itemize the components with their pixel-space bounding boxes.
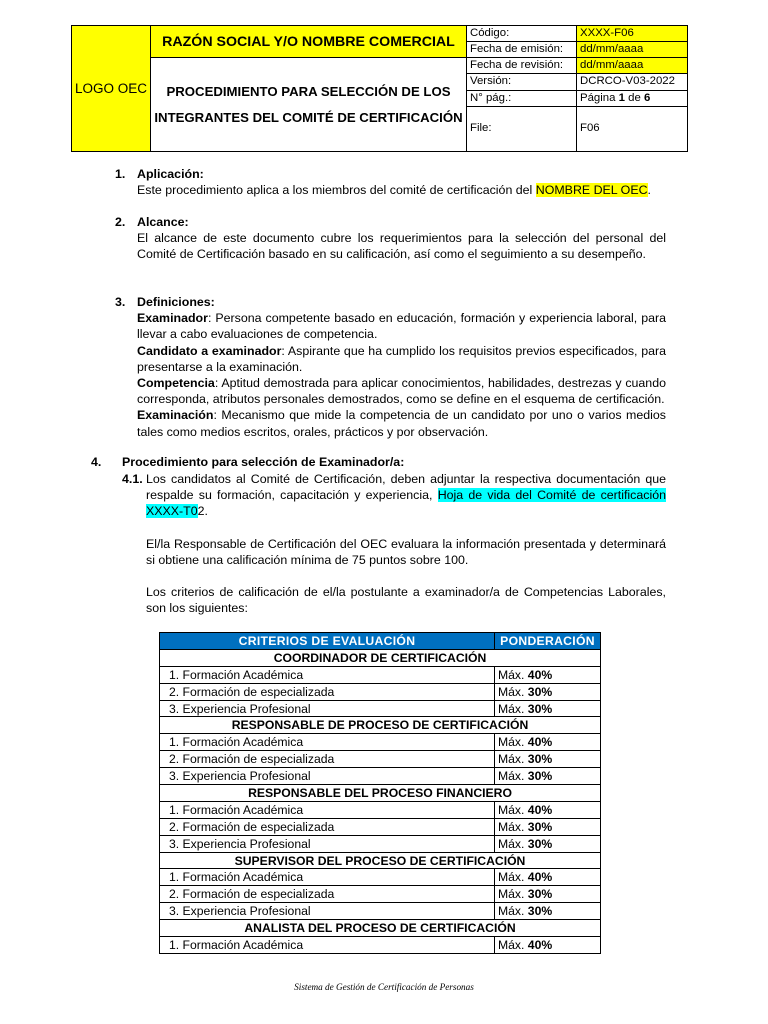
section-aplicacion bbox=[115, 166, 666, 198]
definition-term: Examinación bbox=[137, 408, 214, 423]
table-row bbox=[160, 666, 601, 683]
criterion-weight: Máx. 30% bbox=[495, 768, 601, 785]
table-row bbox=[160, 700, 601, 717]
procedure-title: PROCEDIMIENTO PARA SELECCIÓN DE LOS INTEGRANTES DEL COMITÉ DE CERTIFICACIÓN bbox=[151, 58, 467, 152]
section-title: Aplicación: bbox=[137, 167, 204, 181]
subsection-4-1 bbox=[122, 471, 666, 520]
section-number: 4. bbox=[91, 455, 102, 469]
criterion-weight: Máx. 40% bbox=[495, 801, 601, 818]
codigo-label: Código: bbox=[467, 26, 577, 42]
criterion-weight: Máx. 30% bbox=[495, 818, 601, 835]
document-header bbox=[71, 25, 688, 152]
section-definiciones bbox=[115, 294, 666, 440]
criteria-group-title: RESPONSABLE DEL PROCESO FINANCIERO bbox=[160, 785, 601, 802]
criterion-weight: Máx. 30% bbox=[495, 903, 601, 920]
criterion-label: 1. Formación Académica bbox=[160, 937, 495, 954]
section-title: Procedimiento para selección de Examinador/a: bbox=[122, 455, 405, 469]
definition-item: Examinación: Mecanismo que mide la competencia de un candidato por uno o varios medios tales como medios escritos, orales, prácticos y por observación. bbox=[137, 408, 666, 439]
criterion-weight: Máx. 30% bbox=[495, 835, 601, 852]
criterion-weight: Máx. 30% bbox=[495, 683, 601, 700]
criterion-label: 2. Formación de especializada bbox=[160, 751, 495, 768]
definition-term: Competencia bbox=[137, 376, 215, 391]
company-name: RAZÓN SOCIAL Y/O NOMBRE COMERCIAL bbox=[151, 26, 467, 58]
criterion-label: 1. Formación Académica bbox=[160, 734, 495, 751]
evaluation-paragraph: El/la Responsable de Certificación del OEC evaluara la información presentada y determinará si obtiene una calificación mínima de 75 puntos sobre 100. bbox=[146, 537, 666, 568]
section-alcance bbox=[115, 214, 666, 263]
table-row bbox=[160, 869, 601, 886]
header-divider bbox=[71, 151, 688, 152]
weight-column-header: PONDERACIÓN bbox=[495, 633, 601, 650]
criterion-weight: Máx. 30% bbox=[495, 886, 601, 903]
logo-placeholder: LOGO OEC bbox=[72, 26, 151, 152]
table-row bbox=[160, 683, 601, 700]
emision-value: dd/mm/aaaa bbox=[577, 42, 688, 58]
definition-item: Candidato a examinador: Aspirante que ha cumplido los requisitos previos especificados, para presentarse a la examinación. bbox=[137, 343, 666, 374]
criterion-weight: Máx. 40% bbox=[495, 734, 601, 751]
criterion-label: 3. Experiencia Profesional bbox=[160, 903, 495, 920]
criteria-group-title: COORDINADOR DE CERTIFICACIÓN bbox=[160, 649, 601, 666]
section-number: 2. bbox=[115, 215, 126, 229]
section-text: El alcance de este documento cubre los requerimientos para la selección del personal del Comité de Certificación basado en su calificación, así como el seguimiento a su desempeño. bbox=[137, 231, 666, 262]
section-title: Alcance: bbox=[137, 215, 189, 229]
criterion-label: 2. Formación de especializada bbox=[160, 818, 495, 835]
file-label: File: bbox=[467, 106, 577, 151]
criterion-weight: Máx. 40% bbox=[495, 937, 601, 954]
revision-value: dd/mm/aaaa bbox=[577, 58, 688, 74]
codigo-value: XXXX-F06 bbox=[577, 26, 688, 42]
subsection-text: Los candidatos al Comité de Certificación, deben adjuntar la respectiva documentación que respalde su formación, capacitación y experiencia, Hoja de vida del Comité de certificación XXXX-T02. bbox=[146, 472, 666, 519]
file-value: F06 bbox=[577, 106, 688, 151]
criterion-label: 3. Experiencia Profesional bbox=[160, 700, 495, 717]
definition-item: Competencia: Aptitud demostrada para aplicar conocimientos, habilidades, destrezas y cuando corresponda, atributos personales demostrados, como se define en el esquema de certificación. bbox=[137, 376, 666, 407]
criterion-label: 1. Formación Académica bbox=[160, 801, 495, 818]
section-number: 1. bbox=[115, 167, 126, 181]
page-footer: Sistema de Gestión de Certificación de Personas bbox=[294, 982, 474, 992]
table-row bbox=[160, 734, 601, 751]
criteria-group-title: RESPONSABLE DE PROCESO DE CERTIFICACIÓN bbox=[160, 717, 601, 734]
criteria-group-title: ANALISTA DEL PROCESO DE CERTIFICACIÓN bbox=[160, 920, 601, 937]
section-text: Este procedimiento aplica a los miembros del comité de certificación del NOMBRE DEL OEC. bbox=[137, 183, 651, 198]
criterion-label: 2. Formación de especializada bbox=[160, 886, 495, 903]
table-row bbox=[160, 886, 601, 903]
page-number-label: N° pág.: bbox=[467, 90, 577, 106]
section-procedimiento bbox=[91, 454, 666, 470]
criterion-weight: Máx. 40% bbox=[495, 869, 601, 886]
oec-name-highlight: NOMBRE DEL OEC bbox=[535, 183, 648, 198]
version-value: DCRCO-V03-2022 bbox=[577, 74, 688, 90]
section-number: 3. bbox=[115, 295, 126, 309]
criterion-label: 1. Formación Académica bbox=[160, 869, 495, 886]
page-number-value: Página 1 de 6 bbox=[577, 90, 688, 106]
criterion-weight: Máx. 40% bbox=[495, 666, 601, 683]
form-reference-highlight: Hoja de vida del Comité de certificación XXXX-T0 bbox=[146, 488, 666, 519]
revision-label: Fecha de revisión: bbox=[467, 58, 577, 74]
emision-label: Fecha de emisión: bbox=[467, 42, 577, 58]
version-label: Versión: bbox=[467, 74, 577, 90]
criteria-column-header: CRITERIOS DE EVALUACIÓN bbox=[160, 633, 495, 650]
criteria-header-row bbox=[160, 633, 601, 650]
criterion-weight: Máx. 30% bbox=[495, 751, 601, 768]
criterion-weight: Máx. 30% bbox=[495, 700, 601, 717]
criteria-group-title: SUPERVISOR DEL PROCESO DE CERTIFICACIÓN bbox=[160, 852, 601, 869]
table-row bbox=[160, 835, 601, 852]
definition-item: Examinador: Persona competente basado en educación, formación y experiencia laboral, para llevar a cabo evaluaciones de competencia. bbox=[137, 311, 666, 342]
table-row bbox=[160, 751, 601, 768]
criteria-table bbox=[159, 632, 601, 954]
criterion-label: 1. Formación Académica bbox=[160, 666, 495, 683]
criterion-label: 3. Experiencia Profesional bbox=[160, 835, 495, 852]
definition-term: Examinador bbox=[137, 311, 208, 326]
section-title: Definiciones: bbox=[137, 295, 215, 309]
table-row bbox=[160, 768, 601, 785]
table-row bbox=[160, 801, 601, 818]
criteria-intro-paragraph: Los criterios de calificación de el/la postulante a examinador/a de Competencias Laborales, son los siguientes: bbox=[146, 585, 666, 616]
table-row bbox=[160, 903, 601, 920]
subsection-number: 4.1. bbox=[122, 472, 143, 486]
table-row bbox=[160, 937, 601, 954]
table-row bbox=[160, 818, 601, 835]
criterion-label: 2. Formación de especializada bbox=[160, 683, 495, 700]
criterion-label: 3. Experiencia Profesional bbox=[160, 768, 495, 785]
definition-term: Candidato a examinador bbox=[137, 343, 282, 358]
